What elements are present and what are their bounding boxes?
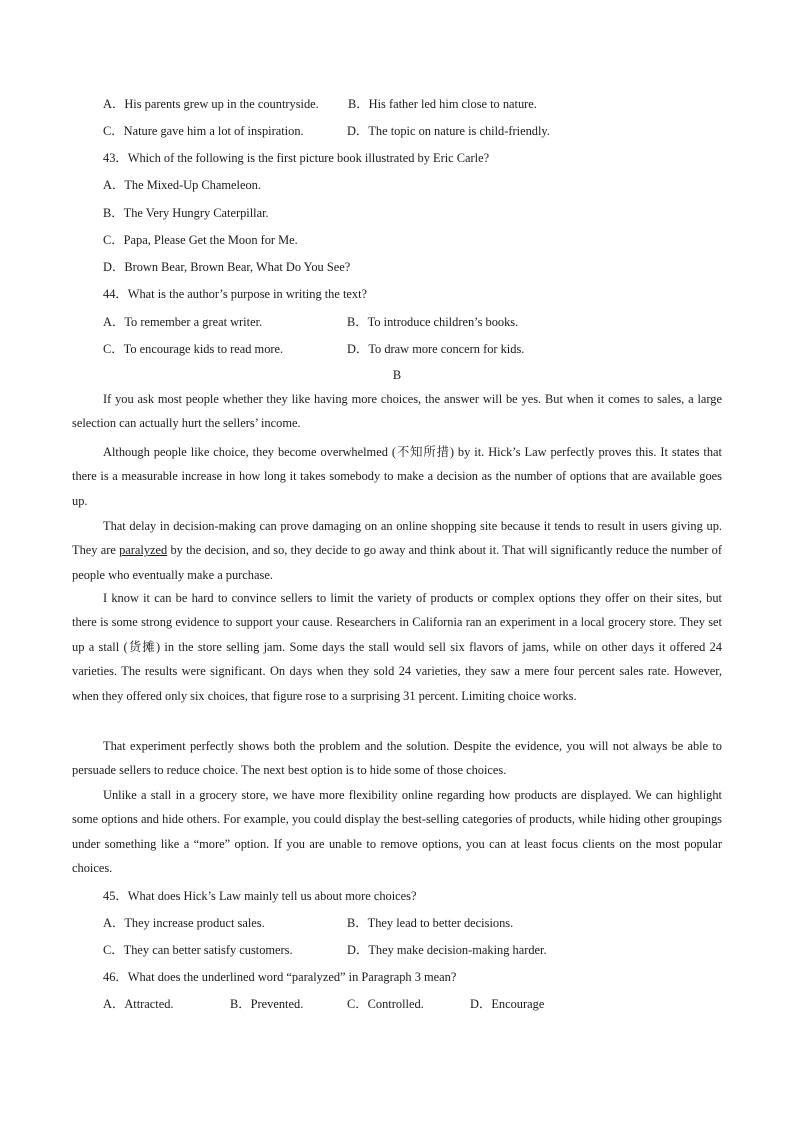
q46-option-a: A．Attracted. — [103, 997, 174, 1011]
underlined-word-paralyzed: paralyzed — [119, 543, 168, 558]
passage-paragraph-3: That delay in decision-making can prove damaging on an online shopping site because it tends to result in users giving up. They are paralyzed by the decision, and so, they decide to go away and think about it. That will significantly reduce the number of people who eventually make a purchase. — [72, 519, 722, 582]
q45-option-c: C．They can better satisfy customers. — [103, 943, 293, 957]
exam-page: A．His parents grew up in the countryside. B．His father led him close to nature. C．Nature gave him a lot of inspiration. D．The topic on nature is child-friendly. 43．Which of the following is the first picture book illustrated by Eric Carle? A．The Mixed-Up Chameleon. B．The Very Hungry Caterpillar. C．Papa, Please Get the Moon for Me. D．Brown Bear, Brown Bear, What Do You See? 44．What is the author’s purpose in writing the text? A．To remember a great writer. B．To introduce children’s books. C．To encourage kids to read more. D．To draw more concern for kids. B If you ask most people whether they like having more choices, the answer will be yes. But when it comes to sales, a large selection can actually hurt the sellers’ income. Although people like choice, they become overwhelmed (不知所措) by it. Hick’s Law perfectly proves this. It states that there is a measurable increase in how long it takes somebody to make a decision as the number of options that are available goes up. That delay in decision-making can prove damaging on an online shopping site because it tends to result in users giving up. They are paralyzed by the decision, and so, they decide to go away and think about it. That will significantly reduce the number of people who eventually make a purchase. I know it can be hard to convince sellers to limit the variety of products or complex options they offer on their sites, but there is some strong evidence to support your cause. Researchers in California ran an experiment in a local grocery store. They set up a stall (货摊) in the store selling jam. Some days the stall would sell six flavors of jams, while on other days it offered 24 varieties. The results were significant. On days when they sold 24 varieties, they saw a mere four percent sales rate. However, when they offered only six choices, that figure rose to a surprising 31 percent. Limiting choice works. That experiment perfectly shows both the problem and the solution. Despite the evidence, you will not always be able to persuade sellers to reduce choice. The next best option is to hide some of those choices. Unlike a stall in a grocery store, we have more flexibility online regarding how products are displayed. We can highlight some options and hide others. For example, you could display the best-selling categories of products, while hiding other groupings under something like a “more” option. If you are unable to remove options, you can at least focus clients on the most popular choices. 45．What does Hick’s Law mainly tell us about more choices? A．They increase product sales. B．They lead to better decisions. C．They can better satisfy customers. D．They make decision-making harder. 46．What does the underlined word “paralyzed” in Paragraph 3 mean? A．Attracted. B．Prevented. C．Controlled. D．Encourage — [0, 0, 794, 1123]
q46-option-b: B．Prevented. — [230, 997, 304, 1011]
q46-option-c: C．Controlled. — [347, 997, 424, 1011]
passage-paragraph-1: If you ask most people whether they like having more choices, the answer will be yes. But when it comes to sales, a large selection can actually hurt the sellers’ income. — [72, 392, 722, 431]
q44-option-d: D．To draw more concern for kids. — [347, 342, 525, 356]
q44-option-a: A．To remember a great writer. — [103, 315, 263, 329]
q46-option-d: D．Encourage — [470, 997, 545, 1011]
q44-option-c: C．To encourage kids to read more. — [103, 342, 284, 356]
section-b-title: B — [392, 368, 402, 382]
q42-option-a: A．His parents grew up in the countryside. — [103, 97, 319, 111]
passage-paragraph-6: Unlike a stall in a grocery store, we have more flexibility online regarding how products are displayed. We can highlight some options and hide others. For example, you could display the best-selling categories of products, while hiding other groupings under something like a “more” option. If you are unable to remove options, you can at least focus clients on the most popular choices. — [72, 788, 722, 876]
passage-paragraph-4: I know it can be hard to convince sellers to limit the variety of products or complex options they offer on their sites, but there is some strong evidence to support your cause. Researchers in California ran an experiment in a local grocery store. They set up a stall (货摊) in the store selling jam. Some days the stall would sell six flavors of jams, while on other days it offered 24 varieties. The results were significant. On days when they sold 24 varieties, they saw a mere four percent sales rate. However, when they offered only six choices, that figure rose to a surprising 31 percent. Limiting choice works. — [72, 591, 722, 703]
q42-option-c: C．Nature gave him a lot of inspiration. — [103, 124, 304, 138]
q42-option-d: D．The topic on nature is child-friendly. — [347, 124, 550, 138]
q45-option-b: B．They lead to better decisions. — [347, 916, 514, 930]
passage-paragraph-5: That experiment perfectly shows both the problem and the solution. Despite the evidence, you will not always be able to persuade sellers to reduce choice. The next best option is to hide some of those choices. — [72, 739, 722, 778]
q45-option-a: A．They increase product sales. — [103, 916, 265, 930]
passage-paragraph-2: Although people like choice, they become overwhelmed (不知所措) by it. Hick’s Law perfectly proves this. It states that there is a measurable increase in how long it takes somebody to make a decision as the number of options that are available goes up. — [72, 445, 722, 508]
q45-option-d: D．They make decision-making harder. — [347, 943, 547, 957]
q44-option-b: B．To introduce children’s books. — [347, 315, 519, 329]
q42-option-b: B．His father led him close to nature. — [348, 97, 537, 111]
